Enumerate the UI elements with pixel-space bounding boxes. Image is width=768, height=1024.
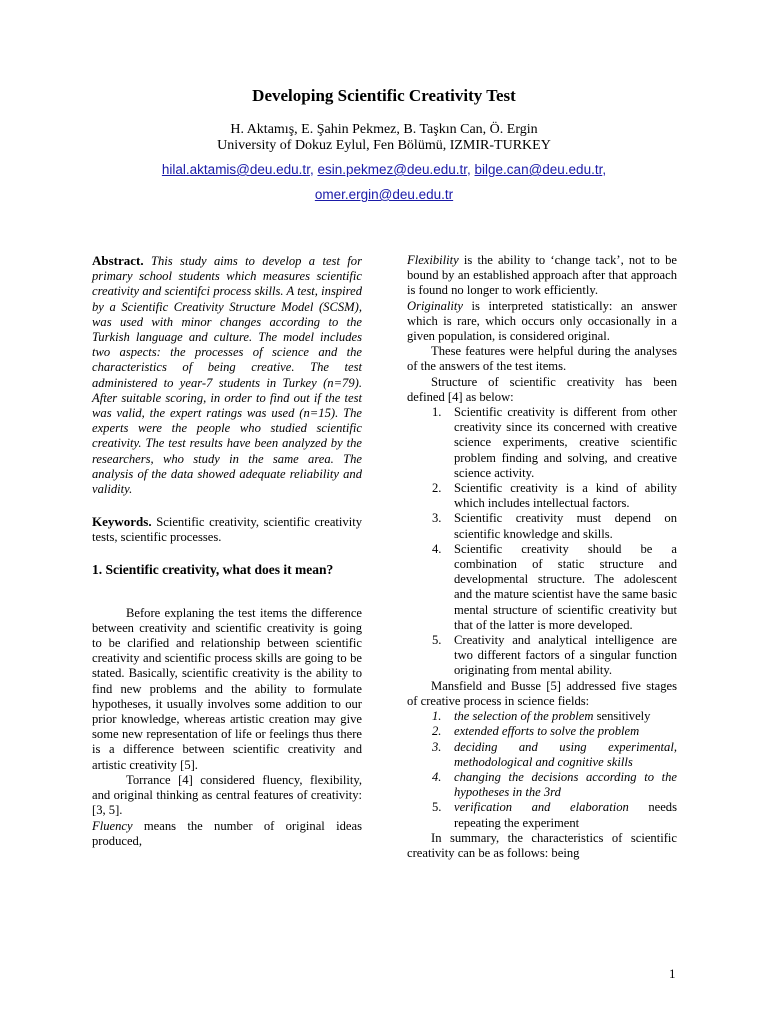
stage-item xyxy=(407,709,677,724)
stage-plain: needs repeating the experiment xyxy=(454,800,678,830)
keywords-label: Keywords. xyxy=(92,514,152,530)
stage-number: 3. xyxy=(432,739,442,754)
author-list: H. Aktamış, E. Şahin Pekmez, B. Taşkın Can, Ö. Ergin xyxy=(230,122,538,137)
stage-number: 1. xyxy=(432,709,442,724)
section-paragraph-1: Before explaning the test items the difference between creativity and scientific creativity is going to be clarified and relationship between scientific creativity and scientific process skills are going to be stated. Basically, scientific creativity is the ability to find new problems and the ability to formulate hypotheses, it usually involves some addition to our prior knowledge, whereas artistic creation may give some new representation of life or feelings thus there is a difference between scientific creativity and artistic creativity [5]. xyxy=(92,605,362,772)
flexibility-text: is the ability to ‘change tack’, not to be bound by an established approach after that approach is found no longer to work efficiently. xyxy=(407,253,677,298)
structure-list xyxy=(407,405,677,679)
keywords-text: Scientific creativity, scientific creativity tests, scientific processes. xyxy=(92,515,362,545)
stage-plain: sensitively xyxy=(593,709,651,724)
stage-item xyxy=(407,724,677,739)
stages-list xyxy=(407,709,677,831)
list-item xyxy=(407,481,677,511)
originality-text: is interpreted statistically: an answer which is rare, which occurs only occasionally in a given population, is considered original. xyxy=(407,298,677,344)
list-item xyxy=(407,542,677,633)
list-item xyxy=(407,405,677,481)
stage-number: 4. xyxy=(432,769,442,784)
email-link-ergin[interactable]: omer.ergin@deu.edu.tr xyxy=(314,187,454,202)
stage-italic: changing the decisions according to the hypotheses in the 3rd xyxy=(454,769,677,800)
email-link-can[interactable]: bilge.can@deu.edu.tr xyxy=(474,162,603,177)
list-text: Creativity and analytical intelligence are two different factors of a singular function originating from mental ability. xyxy=(454,633,677,678)
stage-item xyxy=(407,770,677,800)
list-text: Scientific creativity is a kind of ability which includes intellectual factors. xyxy=(454,481,677,511)
structure-paragraph: Structure of scientific creativity has been defined [4] as below: xyxy=(407,374,677,404)
keywords xyxy=(92,514,362,545)
fluency-text: means the number of original ideas produced, xyxy=(92,818,362,848)
right-column xyxy=(407,253,677,861)
flexibility-paragraph xyxy=(407,253,677,299)
features-paragraph: These features were helpful during the analyses of the answers of the test items. xyxy=(407,344,677,374)
originality-paragraph xyxy=(407,299,677,345)
abstract-label: Abstract. xyxy=(92,253,144,268)
stage-number: 2. xyxy=(432,724,442,739)
stage-item xyxy=(407,740,677,770)
page-number: 1 xyxy=(669,966,676,981)
paper-title: Developing Scientific Creativity Test xyxy=(252,86,516,105)
fluency-term: Fluency xyxy=(92,818,133,833)
section-paragraph-2: Torrance [4] considered fluency, flexibility, and original thinking as central features of creativity: [3, 5]. xyxy=(92,772,362,818)
section-heading: 1. Scientific creativity, what does it mean? xyxy=(92,561,334,577)
summary-paragraph: In summary, the characteristics of scientific creativity can be as follows: being xyxy=(407,830,677,860)
list-number: 1. xyxy=(432,405,442,420)
list-number: 5. xyxy=(432,633,442,648)
list-text: Scientific creativity is different from other creativity since its concerned with creative science experiments, creative scientific problem finding and solving, and creative science activity. xyxy=(454,405,677,480)
stage-italic: extended efforts to solve the problem xyxy=(454,724,640,739)
originality-term: Originality xyxy=(407,298,463,313)
stage-number: 5. xyxy=(432,800,442,815)
fluency-paragraph xyxy=(92,819,362,849)
stage-italic: the selection of the problem xyxy=(454,709,594,724)
abstract xyxy=(92,253,362,497)
list-number: 3. xyxy=(432,511,442,526)
email-line-1: hilal.aktamis@deu.edu.tr, esin.pekmez@deu.edu.tr, bilge.can@deu.edu.tr, xyxy=(161,162,607,177)
left-column xyxy=(92,253,362,849)
affiliation: University of Dokuz Eylul, Fen Bölümü, IZMIR-TURKEY xyxy=(217,138,551,153)
email-line-2 xyxy=(0,187,768,202)
stage-italic: deciding and using experimental, methodological and cognitive skills xyxy=(454,739,677,769)
email-link-aktamis[interactable]: hilal.aktamis@deu.edu.tr xyxy=(161,162,310,177)
flexibility-term: Flexibility xyxy=(407,253,459,267)
list-number: 4. xyxy=(432,541,442,556)
stage-italic: verification and elaboration xyxy=(454,800,629,815)
abstract-text: This study aims to develop a test for primary school students which measures scientific creativity and scientifci process skills. A test, inspired by a Scientific Creativity Structure Model (SCSM), was used with minor changes according to the Turkish language and culture. The model includes two aspects: the processes of science and the characteristics of being creative. The test administered to year-7 students in Turkey (n=79). After suitable scoring, in order to find out if the test was valid, the expert ratings was used (n=15). The experts were the people who studied scientific creativity. The test results have been analyzed by the researchers, who study in the same area. The analysis of the data showed adequate reliability and validity. xyxy=(92,254,362,497)
email-link-pekmez[interactable]: esin.pekmez@deu.edu.tr xyxy=(317,162,468,177)
stage-item xyxy=(407,800,677,830)
list-text: Scientific creativity should be a combination of static structure and developmental structure. The adolescent and the mature scientist have the same basic mental structure of scientific creativity but that of the latter is more developed. xyxy=(454,541,677,632)
list-item xyxy=(407,633,677,679)
list-number: 2. xyxy=(432,481,442,496)
mansfield-paragraph: Mansfield and Busse [5] addressed five stages of creative process in science fields: xyxy=(407,678,677,708)
list-item xyxy=(407,511,677,541)
list-text: Scientific creativity must depend on scientific knowledge and skills. xyxy=(454,511,677,541)
